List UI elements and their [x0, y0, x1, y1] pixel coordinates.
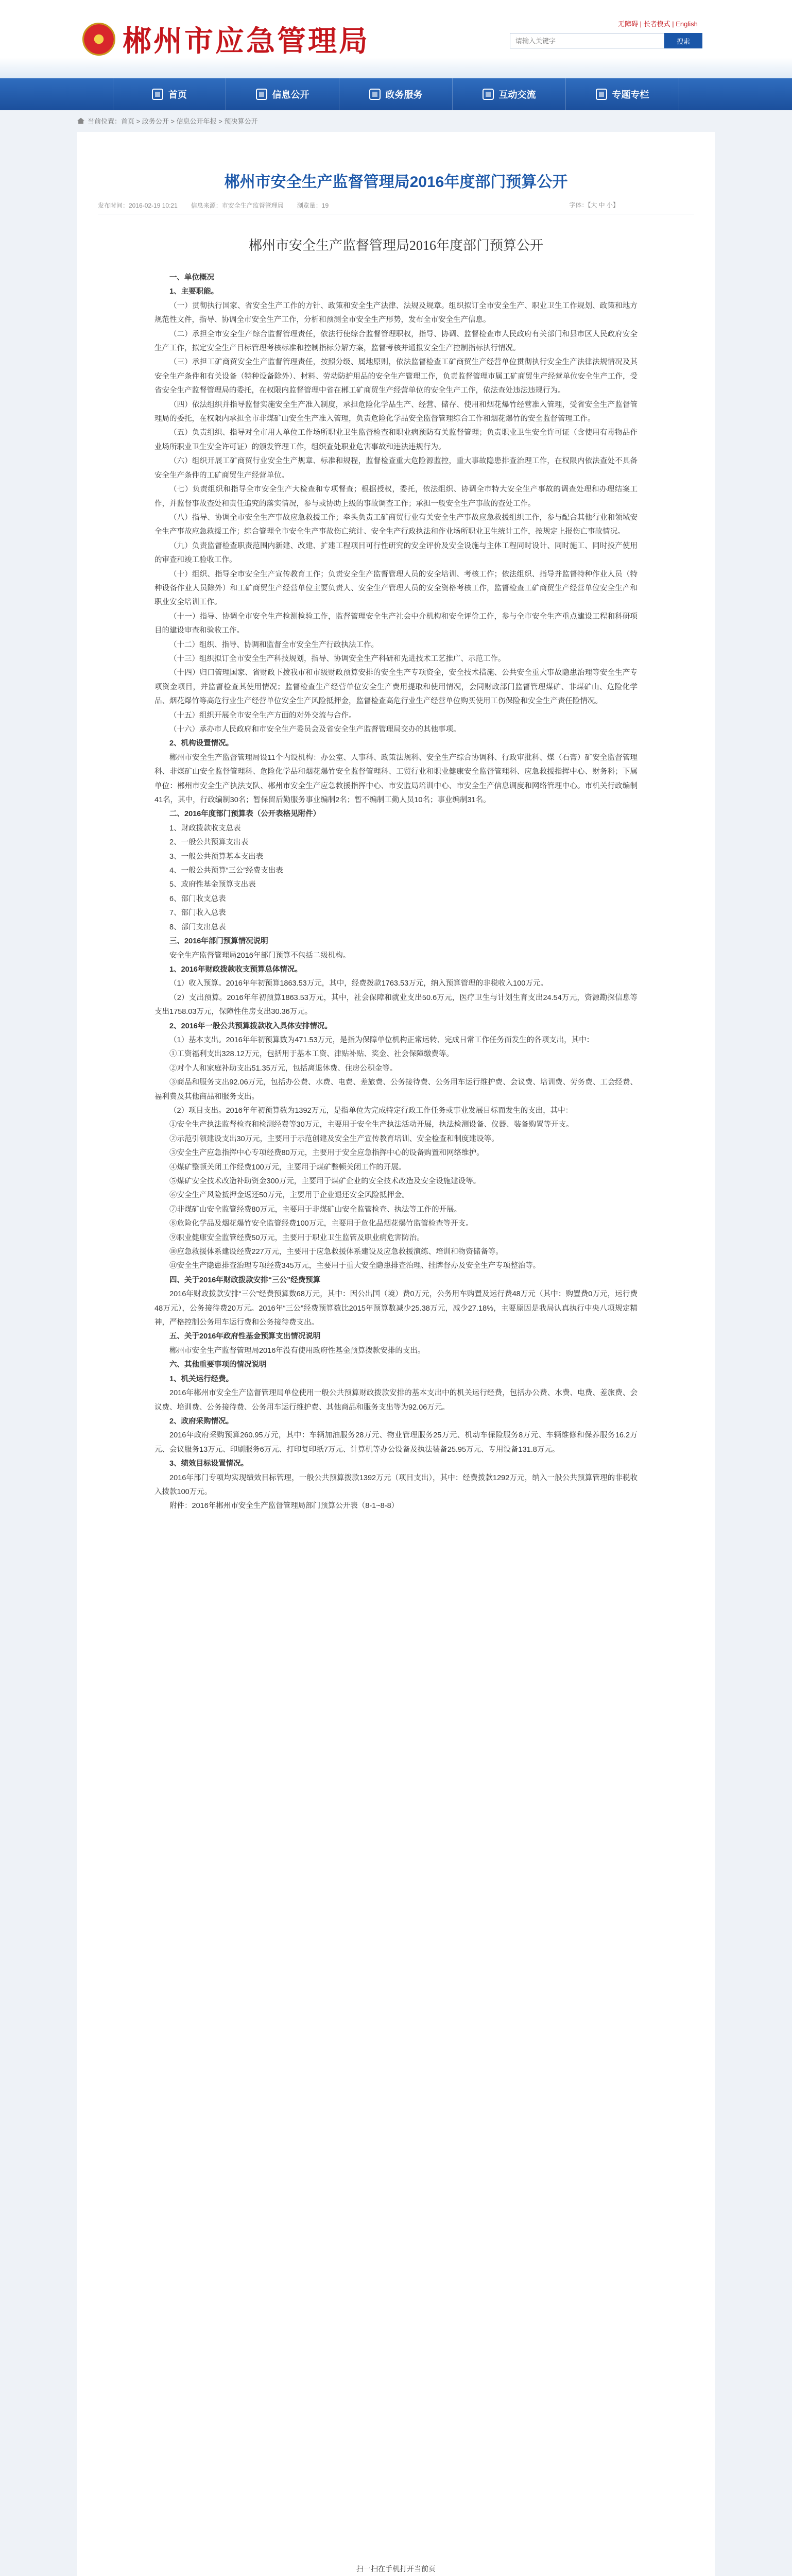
article-paragraph: 2016年郴州市安全生产监督管理局单位使用一般公共预算财政拨款安排的基本支出中的机关运行经费，包括办公费、水费、电费、差旅费、会议费、培训费、公务接待费、公务用车运行维护费、其他商品和服务支出等为92.06万元。 — [154, 1389, 638, 1412]
section-heading: 2、政府采购情况。 — [169, 1417, 234, 1426]
nav-label: 互动交流 — [498, 90, 536, 100]
section-heading: 1、2016年财政拨款收支预算总体情况。 — [169, 965, 302, 974]
article-paragraph: ⑩应急救援体系建设经费227万元，主要用于应急救援体系建设及应急救援演练、培训和物资储备等。 — [169, 1248, 503, 1257]
section-heading: 2、2016年一般公共预算拨款收入具体安排情况。 — [169, 1022, 332, 1030]
search-button[interactable]: 搜索 — [664, 33, 702, 48]
nav-label: 信息公开 — [272, 90, 309, 100]
article-paragraph: 2、一般公共预算支出表 — [169, 838, 249, 847]
nav-label: 政务服务 — [385, 90, 423, 100]
article-paragraph: 3、一般公共预算基本支出表 — [169, 852, 264, 861]
article-paragraph: 2016年财政拨款安排“三公”经费预算数68万元，其中：因公出国（境）费0万元，公务用车购置及运行费48万元（其中：购置费0万元，运行费48万元），公务接待费20万元。2016年“三公”经费预算数比2015年预算数减少25.38万元，减少27.18%，主要原因是我局认真执行中央八项规定精神，严格控制公务用车运行费和公务接待费支出。 — [154, 1290, 638, 1327]
breadcrumb-text[interactable]: 当前位置：首页 > 政务公开 > 信息公开年报 > 预决算公开 — [88, 117, 258, 125]
article-paragraph: ⑧危险化学品及烟花爆竹安全监管经费100万元，主要用于危化品烟花爆竹监管检查等开支。 — [169, 1219, 473, 1228]
article-paragraph: （十二）组织、指导、协调和监督全市安全生产行政执法工作。 — [169, 640, 378, 649]
article-paragraph: 郴州市安全生产监督管理局2016年没有使用政府性基金预算拨款安排的支出。 — [169, 1346, 425, 1355]
article-paragraph: ⑤煤矿安全技术改造补助资金300万元，主要用于煤矿企业的安全技术改造及安全设施建设等。 — [169, 1177, 481, 1185]
article-paragraph: （九）负责监督检查职责范围内新建、改建、扩建工程项目可行性研究的安全评价及安全设施与主体工程同时设计、同时施工、同时投产使用的审查和竣工验收工作。 — [154, 541, 638, 565]
search-bar — [510, 33, 702, 48]
site-title: 郴州市应急管理局 — [123, 26, 370, 58]
nav-label: 专题专栏 — [612, 90, 649, 100]
article-paragraph: 附件：2016年郴州市安全生产监督管理局部门预算公开表（8-1~8-8） — [169, 1502, 399, 1511]
nav-interaction[interactable] — [453, 78, 566, 110]
article-paragraph: ①安全生产执法监督检查和检测经费等30万元，主要用于安全生产执法活动开展，执法检测设备、仪器、装备购置等开支。 — [169, 1121, 574, 1129]
article-paragraph: （七）负责组织和指导全市安全生产大检查和专项督查；根据授权，委托，依法组织、协调全市特大安全生产事故的调查处理和办理结案工作，并监督事故查处和责任追究的落实情况，参与或协助上级的事故调查工作；承担一般安全生产事故的查处工作。 — [154, 485, 638, 508]
article-paragraph: ⑨职业健康安全监管经费50万元，主要用于职业卫生监管及职业病危害防治。 — [169, 1233, 424, 1242]
article-paragraph: （三）承担工矿商贸安全生产监督管理责任，按照分级、属地原则，依法监督检查工矿商贸生产经营单位贯彻执行安全生产法律法规情况及其安全生产条件和有关设备（特种设备除外）、材料、劳动防护用品的安全生产管理工作，负责监督管理市属工矿商贸生产经营单位安全生产工作，受省安全生产监督管理局的委托，在权限内监督管理中省在郴工矿商贸生产经营单位的安全生产工作，依法查处违法违规行为。 — [154, 358, 638, 395]
nav-topics[interactable] — [566, 78, 679, 110]
article-paragraph: （四）依法组织并指导监督实施安全生产准入制度，承担危险化学品生产、经营、储存、使用和烟花爆竹经营准入管理，受省安全生产监督管理局的委托，在权限内承担全市非煤矿山安全生产准入管理，负责危险化学品安全监督管理综合工作和烟花爆竹的安全监督管理工作。 — [154, 400, 638, 423]
article-paragraph: （1）基本支出。2016年年初预算数为471.53万元，是指为保障单位机构正常运转、完成日常工作任务而发生的各项支出，其中： — [169, 1036, 594, 1044]
article-paragraph: 安全生产监督管理局2016年部门预算不包括二级机构。 — [169, 951, 351, 960]
section-heading: 3、绩效目标设置情况。 — [169, 1460, 249, 1468]
article-paragraph: ⑦非煤矿山安全监管经费80万元，主要用于非煤矿山安全监管检查、执法等工作的开展。 — [169, 1205, 462, 1214]
article-paragraph: ③安全生产应急指挥中心专项经费80万元，主要用于安全应急指挥中心的设备购置和网络维护。 — [169, 1149, 484, 1158]
main-nav — [0, 78, 792, 110]
article-paragraph: （一）贯彻执行国家、省安全生产工作的方针、政策和安全生产法律、法规及规章。组织拟订全市安全生产、职业卫生工作规划、政策和地方规范性文件，指导、协调全市安全生产工作，分析和预测全市安全生产形势，发布全市安全生产信息。 — [154, 301, 638, 325]
section-heading: 一、单位概况 — [169, 274, 214, 282]
info-source: 信息来源：市安全生产监督管理局 — [191, 202, 284, 209]
article-paragraph: （五）负责组织、指导对全市用人单位工作场所职业卫生监督检查和职业病预防有关监督管理；负责职业卫生安全许可证（含使用有毒物品作业场所职业卫生安全许可证）的颁发管理工作，组织查处职业危害事故和违法违规行为。 — [154, 429, 638, 451]
nav-info-open[interactable] — [226, 78, 339, 110]
article-paragraph: （十四）归口管理国家、省财政下拨我市和市级财政预算安排的安全生产专项资金，安全技术措施、公共安全重大事故隐患治理等安全生产专项资金项目，并监督检查其使用情况；监督检查生产经营单位安全生产费用提取和使用情况，会同财政部门监督管理煤矿、非煤矿山、危险化学品、烟花爆竹等高危行业生产经营单位安全生产风险抵押金，监督检查高危行业生产经营单位购买使用工伤保险和安全生产责任险情况。 — [154, 669, 638, 706]
article-paragraph: （十六）承办市人民政府和市安全生产委员会及省安全生产监督管理局交办的其他事项。 — [169, 725, 461, 734]
section-heading: 1、机关运行经费。 — [169, 1375, 234, 1383]
qr-label: 扫一扫在手机打开当前页 — [356, 2565, 436, 2573]
article-paragraph: 8、部门支出总表 — [169, 923, 226, 931]
article-body — [154, 271, 638, 1514]
article-paragraph: 2016年部门专项均实现绩效目标管理，一般公共预算拨款1392万元（项目支出），其中：经费拨款1292万元，纳入一般公共预算管理的非税收入拨款100万元。 — [154, 1473, 638, 1496]
site-header — [0, 0, 792, 78]
view-count: 浏览量：19 — [297, 202, 329, 209]
article-paragraph: ③商品和服务支出92.06万元，包括办公费、水费、电费、差旅费、公务接待费、公务用车运行维护费、会议费、培训费、劳务费、工会经费、福利费及其他商品和服务支出。 — [154, 1078, 638, 1101]
article-paragraph: ⑥安全生产风险抵押金返还50万元，主要用于企业退还安全风险抵押金。 — [169, 1191, 409, 1200]
article-paragraph: （1）收入预算。2016年年初预算1863.53万元，其中，经费拨款1763.53万元，纳入预算管理的非税收入100万元。 — [169, 979, 548, 988]
article-paragraph: ①工资福利支出328.12万元，包括用于基本工资、津贴补贴、奖金、社会保障缴费等。 — [169, 1050, 454, 1059]
article-paragraph: 5、政府性基金预算支出表 — [169, 880, 256, 889]
article-paragraph: （十五）组织开展全市安全生产方面的对外交流与合作。 — [169, 711, 356, 720]
section-heading: 五、关于2016年政府性基金预算支出情况说明 — [169, 1332, 321, 1341]
article-paragraph: 6、部门收支总表 — [169, 894, 226, 903]
article-paragraph: 1、财政拨款收支总表 — [169, 824, 241, 833]
section-heading: 二、2016年度部门预算表（公开表格见附件） — [169, 810, 321, 819]
font-size-controls[interactable]: 字体：【大 中 小】 — [569, 201, 619, 209]
article-paragraph: （十三）组织拟订全市安全生产科技规划，指导、协调安全生产科研和先进技术工艺推广、示范工作。 — [169, 654, 506, 663]
article-paragraph: ②对个人和家庭补助支出51.35万元，包括离退休费、住房公积金等。 — [169, 1064, 398, 1073]
national-emblem-icon — [82, 23, 115, 56]
section-heading: 三、2016年部门预算情况说明 — [169, 937, 268, 946]
section-heading: 2、机构设置情况。 — [169, 739, 234, 748]
article-paragraph: （二）承担全市安全生产综合监督管理责任，依法行使综合监督管理职权，指导、协调、监督检查市人民政府有关部门和县市区人民政府安全生产工作，拟定安全生产目标管理考核标准和控制指标分解方案，监督考核并通报安全生产控制指标执行情况。 — [154, 330, 638, 353]
article-paragraph: （十一）指导、协调全市安全生产检测检验工作，监督管理安全生产社会中介机构和安全评价工作，参与全市安全生产重点建设工程和科研项目的建设审查和验收工作。 — [154, 612, 638, 635]
article-paragraph: （2）支出预算。2016年年初预算1863.53万元，其中，社会保障和就业支出50.6万元，医疗卫生与计划生育支出24.54万元，资源勘探信息等支出1758.03万元，保障性住房支出30.36万元。 — [154, 993, 638, 1016]
article-paragraph: 4、一般公共预算“三公”经费支出表 — [169, 867, 283, 875]
article-paragraph: ④煤矿整顿关闭工作经费100万元，主要用于煤矿整顿关闭工作的开展。 — [169, 1163, 406, 1172]
article-panel — [77, 132, 715, 2576]
article-paragraph: ②示范引领建设支出30万元，主要用于示范创建及安全生产宣传教育培训、安全检查和制度建设等。 — [169, 1134, 499, 1143]
article-paragraph: （十）组织、指导全市安全生产宣传教育工作；负责安全生产监督管理人员的安全培训、考核工作；依法组织、指导并监督特种作业人员（特种设备作业人员除外）和工矿商贸生产经营单位主要负责人、安全生产管理人员的安全资格考核工作，监督检查工矿商贸生产经营单位安全生产和职业安全培训工作。 — [154, 570, 638, 607]
section-heading: 六、其他重要事项的情况说明 — [169, 1361, 267, 1369]
article-paragraph: （2）项目支出。2016年年初预算数为1392万元，是指单位为完成特定行政工作任务或事业发展目标而发生的支出，其中： — [169, 1106, 573, 1115]
top-links[interactable]: 无障碍 | 长者模式 | English — [618, 20, 698, 28]
breadcrumb — [77, 116, 257, 126]
chat-icon — [483, 89, 494, 100]
publish-time: 发布时间：2016-02-19 10:21 — [98, 202, 178, 209]
nav-label: 首页 — [168, 90, 187, 100]
article-paragraph: ⑪安全生产隐患排查治理专项经费345万元，主要用于重大安全隐患排查治理、挂牌督办及安全生产专项整治等。 — [169, 1262, 541, 1270]
topic-icon — [596, 89, 607, 100]
article-title: 郴州市安全生产监督管理局2016年度部门预算公开 — [224, 174, 568, 191]
document-icon — [256, 89, 267, 100]
home-icon — [152, 89, 163, 100]
article-paragraph: （六）组织开展工矿商贸行业安全生产规章、标准和规程，监督检查重大危险源监控，重大事故隐患排查治理工作，在权限内依法查处不具备安全生产条件的工矿商贸生产经营单位。 — [154, 457, 638, 480]
article-paragraph: 2016年政府采购预算260.95万元，其中：车辆加油服务28万元、物业管理服务25万元、机动车保险服务8万元、车辆维修和保养服务16.2万元、会议服务13万元、印刷服务6万元、打印复印纸7万元、计算机等办公设备及执法装备25.95万元、专用设备131.8万元。 — [154, 1431, 638, 1454]
nav-home[interactable] — [113, 78, 226, 110]
site-logo[interactable] — [82, 19, 370, 60]
document-title: 郴州市安全生产监督管理局2016年度部门预算公开 — [248, 238, 543, 253]
section-heading: 四、关于2016年财政拨款安排“三公”经费预算 — [169, 1276, 321, 1284]
article-paragraph: 郴州市安全生产监督管理局设11个内设机构：办公室、人事科、政策法规科、安全生产综合协调科、行政审批科、煤（石膏）矿安全监督管理科、非煤矿山安全监督管理科、危险化学品和烟花爆竹安全监督管理科、工贸行业和职业健康安全监督管理科、应急救援指挥中心、财务科；下属单位：郴州市安全生产执法支队、郴州市安全生产应急救援指挥中心、市安监局培训中心、市安全生产信息调度和网络管理中心。市机关行政编制41名，其中，行政编制30名；暂保留后勤服务事业编制2名；暂不编制工勤人员10名；事业编制31名。 — [154, 753, 638, 805]
article-meta — [98, 197, 694, 214]
qr-section — [77, 2564, 715, 2576]
service-icon — [369, 89, 381, 100]
article-paragraph: （八）指导、协调全市安全生产事故应急救援工作；牵头负责工矿商贸行业有关安全生产事故应急救援组织工作，参与配合其他行业和领域安全生产事故应急救援工作；综合管理全市安全生产事故伤亡统计、安全生产行政执法和作业场所职业卫生统计工作，按规定上报伤亡事故情况。 — [154, 513, 638, 536]
article-paragraph: 7、部门收入总表 — [169, 909, 226, 918]
location-icon — [77, 118, 84, 124]
search-input[interactable] — [510, 33, 664, 48]
section-heading: 1、主要职能。 — [169, 287, 219, 296]
nav-services[interactable] — [339, 78, 453, 110]
